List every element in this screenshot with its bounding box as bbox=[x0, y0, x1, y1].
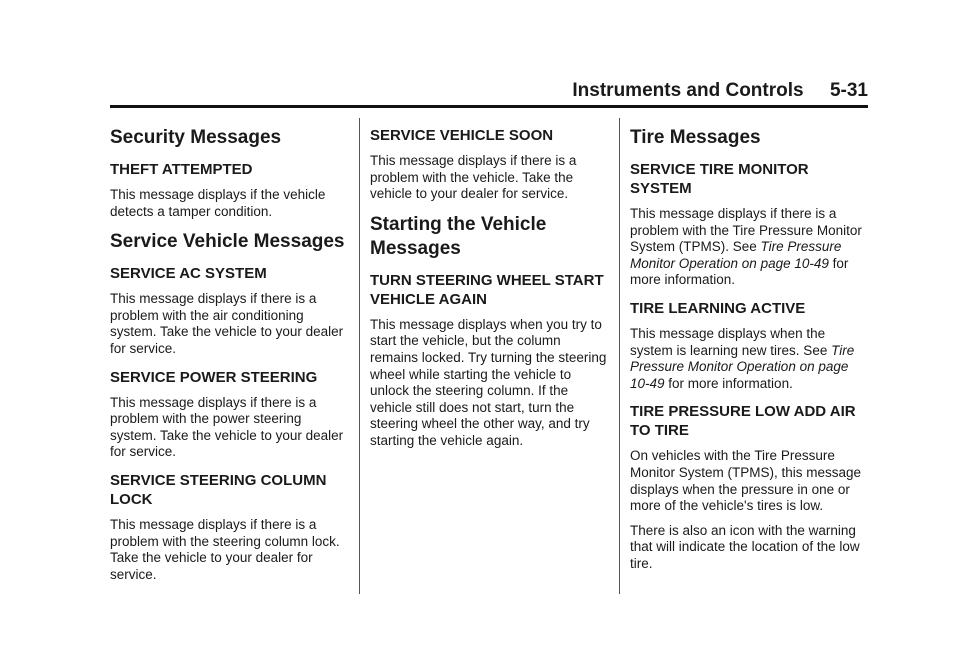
service-steering-column-lock-heading: SERVICE STEERING COLUMN LOCK bbox=[110, 471, 327, 508]
service-tire-monitor-text-b: for more information. bbox=[630, 255, 849, 288]
page-header-title: Instruments and Controls 5-31 bbox=[572, 80, 868, 101]
header-rule bbox=[110, 105, 868, 108]
service-steering-column-lock-text: This message displays if there is a problem with the steering column lock. Take the vehicle to your dealer for service. bbox=[110, 516, 340, 582]
starting-vehicle-messages-heading: Starting the Vehicle Messages bbox=[370, 213, 547, 259]
tire-learning-text-a: This message displays when the system is learning new tires. See bbox=[630, 325, 832, 358]
tire-learning-active-text bbox=[630, 326, 870, 392]
page-header bbox=[110, 78, 868, 104]
service-tire-monitor-heading: SERVICE TIRE MONITOR SYSTEM bbox=[630, 161, 809, 197]
service-tire-monitor-text-a: This message displays if there is a problem with the Tire Pressure Monitor System (TPMS). See bbox=[630, 206, 862, 255]
service-ac-system-heading: SERVICE AC SYSTEM bbox=[110, 265, 267, 283]
service-vehicle-messages-heading: Service Vehicle Messages bbox=[110, 231, 345, 253]
service-vehicle-soon-text: This message displays if there is a problem with the vehicle. Take the vehicle to your dealer for service. bbox=[370, 153, 577, 202]
low-tire-icon-warning-text: There is also an icon with the warning that will indicate the location of the low tire. bbox=[630, 522, 860, 571]
tire-pressure-low-heading: TIRE PRESSURE LOW ADD AIR TO TIRE bbox=[630, 403, 856, 440]
security-messages-heading: Security Messages bbox=[110, 127, 282, 148]
service-tire-monitor-text bbox=[630, 206, 870, 289]
service-power-steering-text: This message displays if there is a problem with the power steering system. Take the vehicle to your dealer for service. bbox=[110, 394, 344, 460]
column-divider-1 bbox=[359, 118, 360, 594]
theft-attempted-text: This message displays if the vehicle detects a tamper condition. bbox=[110, 187, 326, 219]
column-divider-2 bbox=[619, 118, 620, 594]
service-vehicle-soon-heading: SERVICE VEHICLE SOON bbox=[370, 127, 554, 144]
column-2 bbox=[370, 118, 610, 458]
service-tire-monitor-ref-link[interactable]: Tire Pressure Monitor Operation on page 10-49 bbox=[630, 239, 842, 271]
tire-messages-heading: Tire Messages bbox=[630, 127, 761, 148]
tire-learning-ref-link[interactable]: Tire Pressure Monitor Operation on page 10-49 bbox=[630, 342, 855, 391]
turn-steering-wheel-heading: TURN STEERING WHEEL START VEHICLE AGAIN bbox=[370, 271, 604, 308]
column-1 bbox=[110, 118, 350, 591]
tire-pressure-low-text: On vehicles with the Tire Pressure Monitor System (TPMS), this message displays when the pressure in one or more of the vehicle's tires is low. bbox=[630, 448, 862, 514]
turn-steering-wheel-text: This message displays when you try to start the vehicle, but the column remains locked. Try turning the steering wheel while starting the vehicle to unlock the steering column. If the vehicle still does not start, turn the steering wheel the other way, and try starting the vehicle again. bbox=[370, 316, 607, 448]
theft-attempted-heading: THEFT ATTEMPTED bbox=[110, 161, 253, 178]
tire-learning-active-heading: TIRE LEARNING ACTIVE bbox=[630, 299, 806, 317]
service-ac-system-text: This message displays if there is a problem with the air conditioning system. Take the vehicle to your dealer for service. bbox=[110, 291, 344, 356]
tire-learning-text-b: for more information. bbox=[664, 375, 793, 391]
column-3 bbox=[630, 118, 870, 581]
service-power-steering-heading: SERVICE POWER STEERING bbox=[110, 368, 318, 386]
